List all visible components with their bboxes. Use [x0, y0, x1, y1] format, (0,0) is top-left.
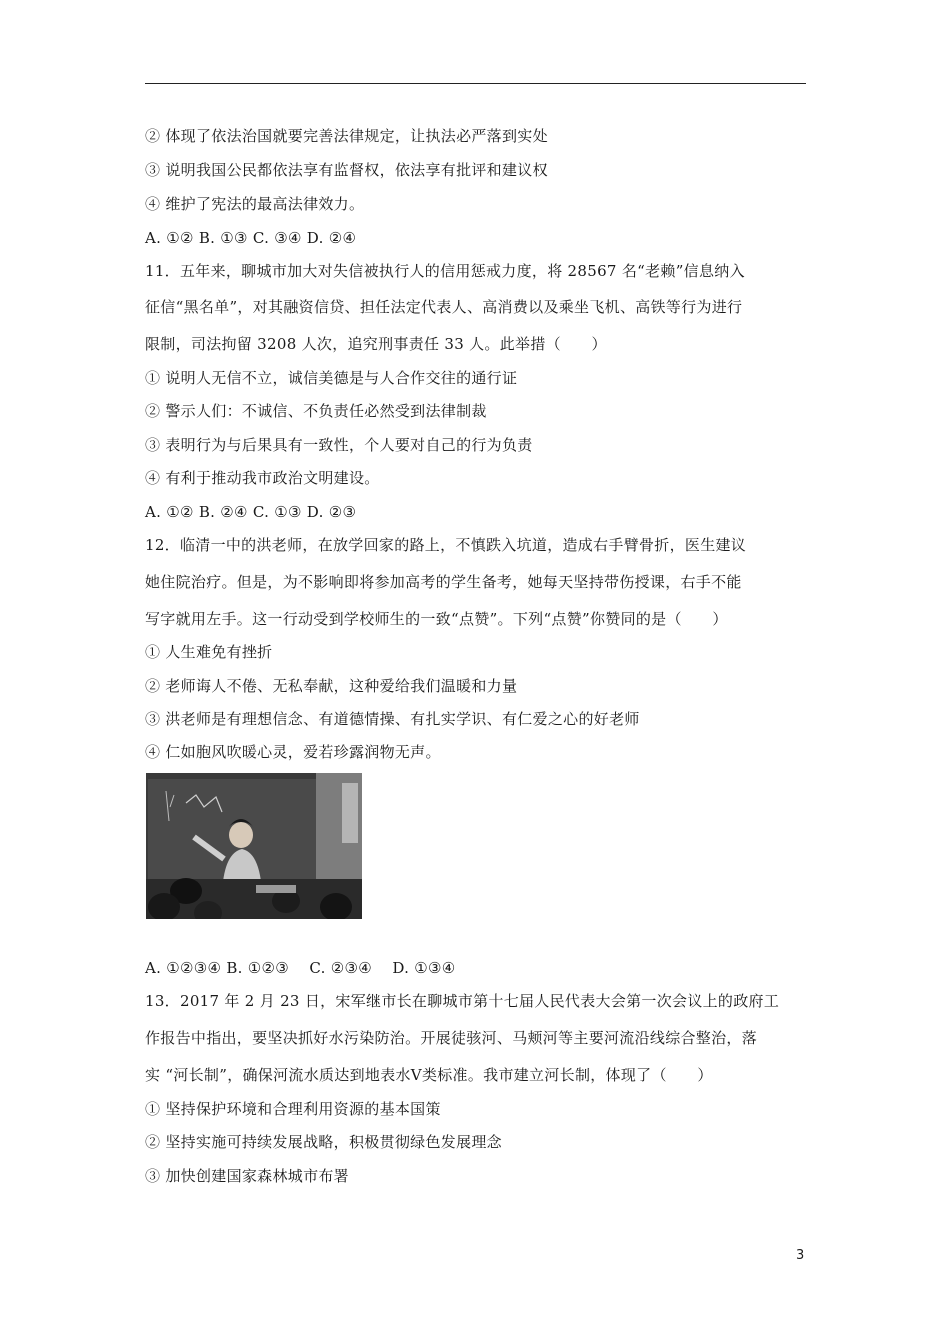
- q11-option-3: ③ 表明行为与后果具有一致性，个人要对自己的行为负责: [145, 436, 533, 454]
- q11-stem-line-1: 11．五年来，聊城市加大对失信被执行人的信用惩戒力度，将 28567 名“老赖”信息纳入: [145, 262, 745, 280]
- q12-option-2: ② 老师诲人不倦、无私奉献，这种爱给我们温暖和力量: [145, 677, 518, 695]
- q11-stem-line-2: 征信“黑名单”，对其融资信贷、担任法定代表人、高消费以及乘坐飞机、高铁等行为进行: [145, 298, 743, 316]
- q11-stem-line-3: 限制，司法拘留 3208 人次，追究刑事责任 33 人。此举措（ ）: [145, 335, 607, 353]
- q13-option-1: ① 坚持保护环境和合理利用资源的基本国策: [145, 1100, 441, 1118]
- q10-answer-choices: A. ①② B. ①③ C. ③④ D. ②④: [145, 229, 357, 247]
- q12-stem-line-1: 12．临清一中的洪老师，在放学回家的路上，不慎跌入坑道，造成右手臂骨折，医生建议: [145, 536, 747, 554]
- q12-option-3: ③ 洪老师是有理想信念、有道德情操、有扎实学识、有仁爱之心的好老师: [145, 710, 640, 728]
- q10-option-3: ③ 说明我国公民都依法享有监督权，依法享有批评和建议权: [145, 161, 548, 179]
- q12-answer-choices: A. ①②③④ B. ①②③ C. ②③④ D. ①③④: [145, 959, 456, 977]
- q13-option-2: ② 坚持实施可持续发展战略，积极贯彻绿色发展理念: [145, 1133, 502, 1151]
- classroom-photo: [146, 773, 362, 919]
- page-number: 3: [796, 1248, 805, 1263]
- q11-option-1: ① 说明人无信不立，诚信美德是与人合作交往的通行证: [145, 369, 518, 387]
- q13-option-3: ③ 加快创建国家森林城市布署: [145, 1167, 349, 1185]
- q12-option-1: ① 人生难免有挫折: [145, 643, 273, 661]
- q12-stem-line-2: 她住院治疗。但是，为不影响即将参加高考的学生备考，她每天坚持带伤授课，右手不能: [145, 573, 742, 591]
- q13-stem-line-2: 作报告中指出，要坚决抓好水污染防治。开展徒骇河、马颊河等主要河流沿线综合整治，落: [145, 1029, 758, 1047]
- q12-option-4: ④ 仁如胞风吹暖心灵，爱若珍露润物无声。: [145, 743, 441, 761]
- q11-option-2: ② 警示人们：不诚信、不负责任必然受到法律制裁: [145, 402, 487, 420]
- header-rule: [145, 83, 806, 84]
- q11-answer-choices: A. ①② B. ②④ C. ①③ D. ②③: [145, 503, 357, 521]
- q13-stem-line-1: 13．2017 年 2 月 23 日，宋军继市长在聊城市第十七届人民代表大会第一次会议上的政府工: [145, 992, 780, 1010]
- q10-option-2: ② 体现了依法治国就要完善法律规定，让执法必严落到实处: [145, 127, 548, 145]
- q11-option-4: ④ 有利于推动我市政治文明建设。: [145, 469, 380, 487]
- q12-stem-line-3: 写字就用左手。这一行动受到学校师生的一致“点赞”。下列“点赞”你赞同的是（ ）: [145, 610, 728, 628]
- q13-stem-line-3: 实 “河长制”，确保河流水质达到地表水Ⅴ类标准。我市建立河长制，体现了（ ）: [145, 1066, 713, 1084]
- q10-option-4: ④ 维护了宪法的最高法律效力。: [145, 195, 365, 213]
